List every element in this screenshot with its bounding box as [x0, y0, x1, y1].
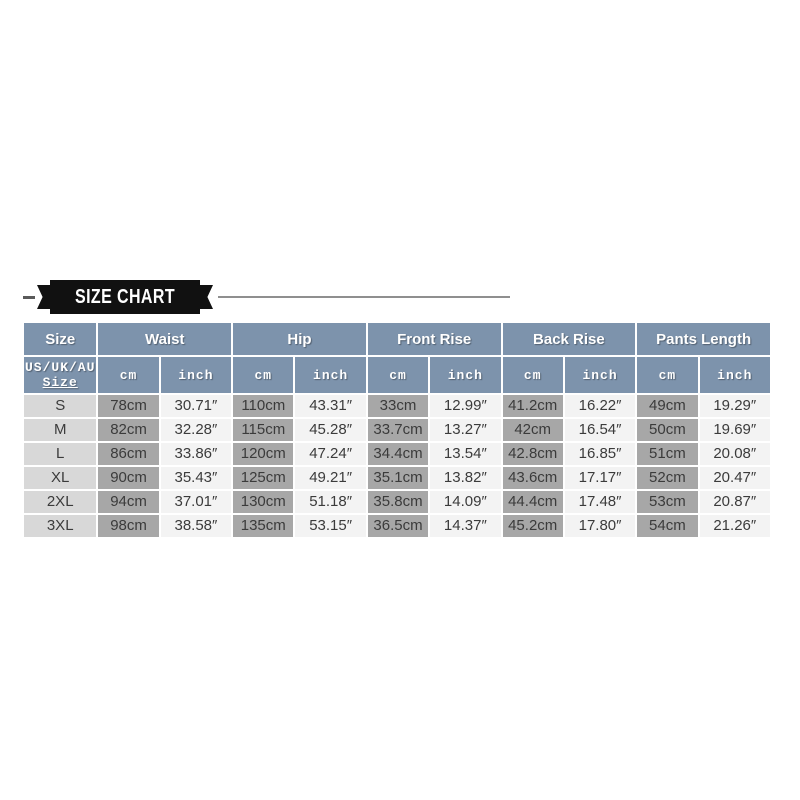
measurement-cell-inch: 12.99″: [430, 395, 500, 417]
measurement-cell-inch: 37.01″: [161, 491, 231, 513]
size-system-line2: Size: [42, 375, 78, 390]
size-row: [24, 443, 770, 465]
measurement-cell-inch: 16.85″: [565, 443, 635, 465]
measurement-cell-cm: 52cm: [637, 467, 697, 489]
column-group-header: Size: [24, 323, 96, 355]
measurement-cell-cm: 110cm: [233, 395, 293, 417]
measurement-cell-inch: 35.43″: [161, 467, 231, 489]
measurement-cell-inch: 14.09″: [430, 491, 500, 513]
unit-header: cm: [233, 357, 293, 393]
measurement-cell-cm: 43.6cm: [503, 467, 563, 489]
measurement-cell-cm: 42.8cm: [503, 443, 563, 465]
banner-right-line: [218, 296, 510, 298]
measurement-cell-inch: 20.08″: [700, 443, 770, 465]
size-row: [24, 491, 770, 513]
measurement-cell-inch: 14.37″: [430, 515, 500, 537]
size-label-cell: XL: [24, 467, 96, 489]
measurement-cell-inch: 13.82″: [430, 467, 500, 489]
measurement-cell-cm: 45.2cm: [503, 515, 563, 537]
measurement-cell-inch: 33.86″: [161, 443, 231, 465]
size-chart-ribbon: [50, 280, 200, 314]
measurement-cell-cm: 36.5cm: [368, 515, 428, 537]
unit-header: inch: [295, 357, 365, 393]
unit-header: inch: [700, 357, 770, 393]
measurement-cell-inch: 38.58″: [161, 515, 231, 537]
size-system-header: [24, 357, 96, 393]
measurement-cell-inch: 32.28″: [161, 419, 231, 441]
measurement-cell-cm: 135cm: [233, 515, 293, 537]
banner-left-dash: [23, 296, 35, 299]
measurement-cell-inch: 19.29″: [700, 395, 770, 417]
measurement-cell-cm: 125cm: [233, 467, 293, 489]
size-system-line1: US/UK/AU: [25, 360, 96, 375]
measurement-cell-inch: 19.69″: [700, 419, 770, 441]
measurement-cell-cm: 49cm: [637, 395, 697, 417]
measurement-cell-inch: 17.80″: [565, 515, 635, 537]
measurement-cell-cm: 98cm: [98, 515, 158, 537]
column-group-header: Pants Length: [637, 323, 770, 355]
measurement-cell-cm: 35.1cm: [368, 467, 428, 489]
size-chart-title: SIZE CHART: [75, 285, 175, 308]
measurement-cell-inch: 13.54″: [430, 443, 500, 465]
measurement-cell-inch: 51.18″: [295, 491, 365, 513]
size-label-cell: 2XL: [24, 491, 96, 513]
measurement-cell-cm: 33.7cm: [368, 419, 428, 441]
measurement-cell-cm: 42cm: [503, 419, 563, 441]
measurement-cell-cm: 130cm: [233, 491, 293, 513]
measurement-cell-inch: 47.24″: [295, 443, 365, 465]
size-chart-table: [22, 321, 772, 539]
measurement-cell-inch: 20.87″: [700, 491, 770, 513]
measurement-cell-cm: 33cm: [368, 395, 428, 417]
unit-header: inch: [161, 357, 231, 393]
size-row: [24, 467, 770, 489]
measurement-cell-inch: 30.71″: [161, 395, 231, 417]
measurement-cell-inch: 20.47″: [700, 467, 770, 489]
measurement-cell-cm: 41.2cm: [503, 395, 563, 417]
size-label-cell: S: [24, 395, 96, 417]
measurement-cell-inch: 53.15″: [295, 515, 365, 537]
measurement-cell-inch: 13.27″: [430, 419, 500, 441]
column-group-header: Waist: [98, 323, 231, 355]
size-label-cell: L: [24, 443, 96, 465]
measurement-cell-cm: 90cm: [98, 467, 158, 489]
ribbon-tail-right-icon: [199, 285, 213, 309]
size-label-cell: M: [24, 419, 96, 441]
column-group-header: Back Rise: [503, 323, 636, 355]
column-group-header: Hip: [233, 323, 366, 355]
measurement-cell-inch: 45.28″: [295, 419, 365, 441]
measurement-cell-inch: 17.48″: [565, 491, 635, 513]
unit-header: cm: [503, 357, 563, 393]
column-group-header-row: [24, 323, 770, 355]
unit-header: cm: [98, 357, 158, 393]
ribbon-tail-left-icon: [37, 285, 51, 309]
measurement-cell-cm: 44.4cm: [503, 491, 563, 513]
unit-header: inch: [430, 357, 500, 393]
measurement-cell-cm: 51cm: [637, 443, 697, 465]
measurement-cell-cm: 54cm: [637, 515, 697, 537]
measurement-cell-cm: 78cm: [98, 395, 158, 417]
measurement-cell-cm: 86cm: [98, 443, 158, 465]
size-label-cell: 3XL: [24, 515, 96, 537]
size-row: [24, 395, 770, 417]
measurement-cell-inch: 49.21″: [295, 467, 365, 489]
measurement-cell-inch: 16.54″: [565, 419, 635, 441]
unit-header: inch: [565, 357, 635, 393]
unit-header: cm: [637, 357, 697, 393]
size-row: [24, 419, 770, 441]
measurement-cell-cm: 115cm: [233, 419, 293, 441]
size-row: [24, 515, 770, 537]
measurement-cell-cm: 82cm: [98, 419, 158, 441]
measurement-cell-cm: 53cm: [637, 491, 697, 513]
size-chart-banner: [0, 278, 800, 318]
size-chart-table-container: [22, 321, 778, 539]
measurement-cell-cm: 94cm: [98, 491, 158, 513]
measurement-cell-inch: 21.26″: [700, 515, 770, 537]
measurement-cell-cm: 120cm: [233, 443, 293, 465]
measurement-cell-inch: 17.17″: [565, 467, 635, 489]
unit-header-row: [24, 357, 770, 393]
measurement-cell-inch: 43.31″: [295, 395, 365, 417]
measurement-cell-cm: 34.4cm: [368, 443, 428, 465]
measurement-cell-cm: 35.8cm: [368, 491, 428, 513]
measurement-cell-cm: 50cm: [637, 419, 697, 441]
column-group-header: Front Rise: [368, 323, 501, 355]
measurement-cell-inch: 16.22″: [565, 395, 635, 417]
unit-header: cm: [368, 357, 428, 393]
